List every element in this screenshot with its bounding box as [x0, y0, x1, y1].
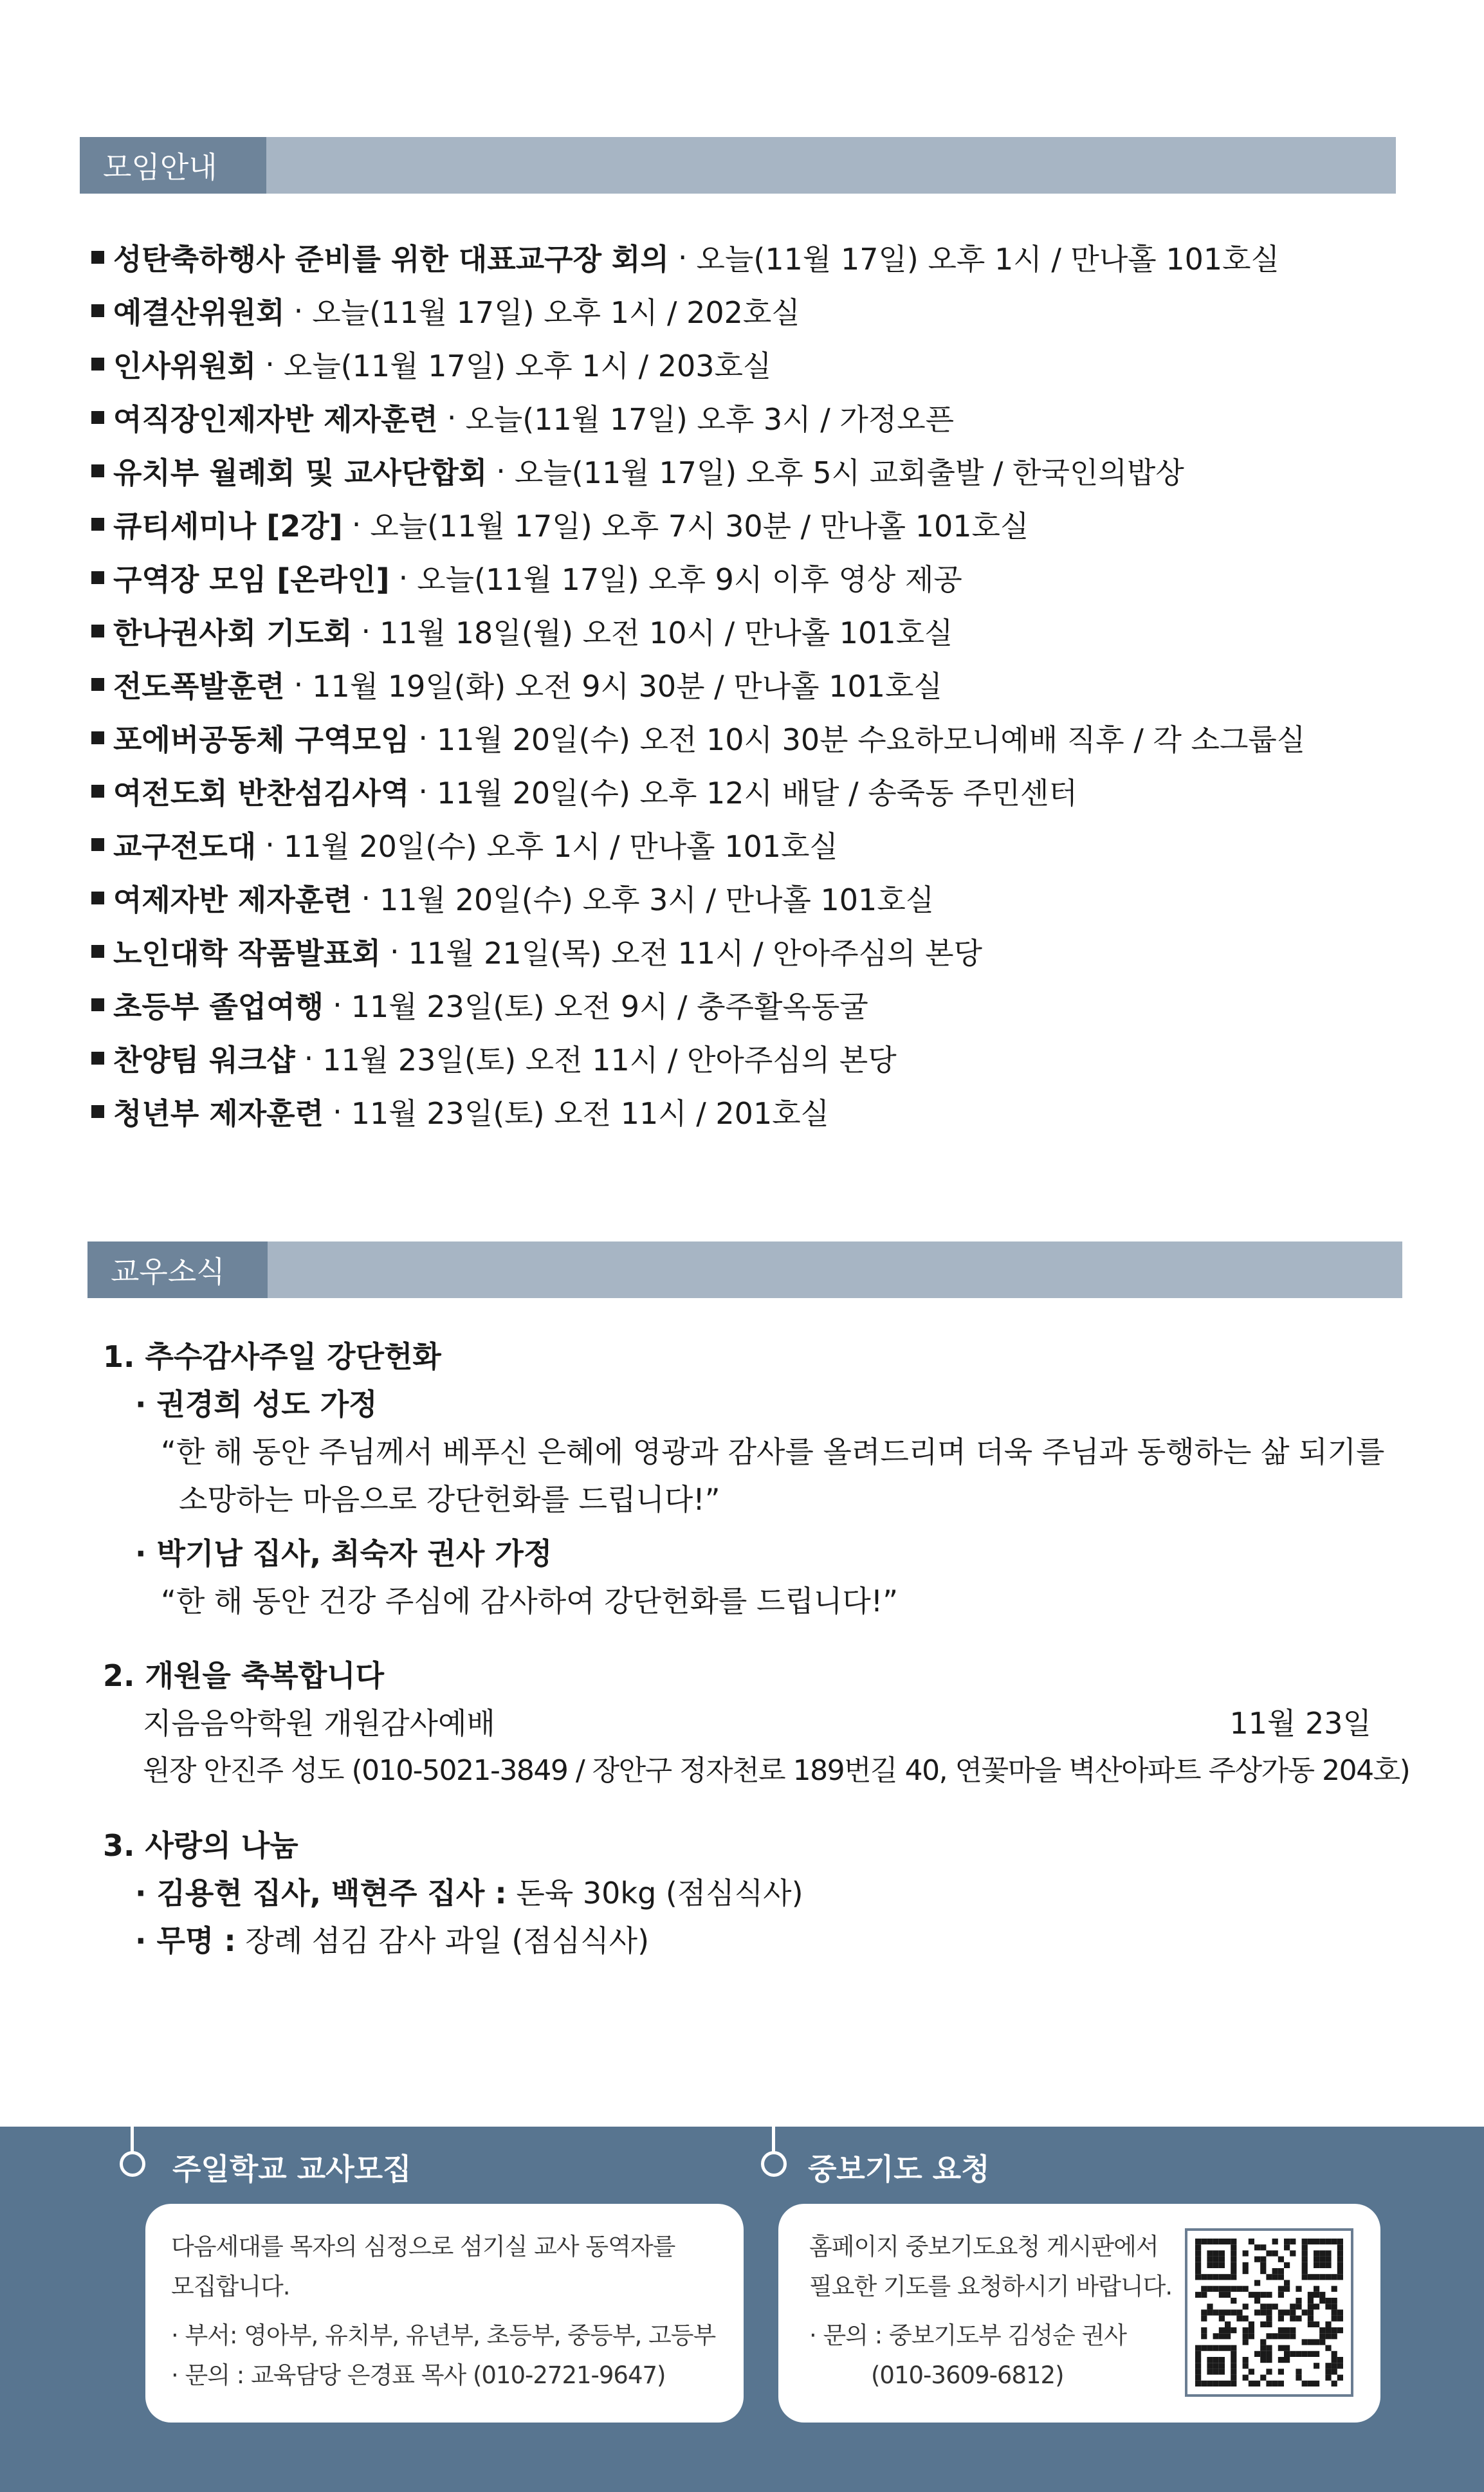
meeting-detail: 11월 20일(수) 오전 10시 30분 수요하모니예배 직후 / 각 소그룹실	[437, 722, 1306, 757]
meeting-separator: ·	[333, 987, 342, 1022]
meeting-item	[91, 1085, 1442, 1138]
footer-panel	[0, 2127, 1484, 2492]
meeting-name: 성탄축하행사 준비를 위한 대표교구장 회의	[113, 241, 669, 277]
prayer-request-title: 중보기도 요청	[808, 2152, 990, 2186]
news-section-header	[87, 1241, 1402, 1298]
meeting-item	[91, 978, 1442, 1031]
teacher-recruit-card	[145, 2204, 744, 2423]
meeting-item	[91, 497, 1442, 551]
prayer-line-2: 필요한 기도를 요청하시기 바랍니다.	[809, 2273, 1173, 2300]
meeting-item	[91, 390, 1442, 444]
meeting-name: 전도폭발훈련	[113, 668, 285, 704]
meeting-item	[91, 711, 1442, 764]
news-gift-2: 장례 섬김 감사 과일 (점심식사)	[245, 1923, 650, 1958]
news-donor-2: · 무명 :	[135, 1923, 236, 1958]
meeting-separator: ·	[418, 720, 428, 755]
news-event-date: 11월 23일	[1229, 1706, 1371, 1741]
news-family-2: · 박기남 집사, 최숙자 권사 가정	[135, 1536, 553, 1571]
bullet-square-icon	[91, 998, 104, 1011]
meeting-name: 찬양팀 워크샵	[113, 1042, 295, 1077]
meeting-detail: 오늘(11월 17일) 오후 1시 / 202호실	[312, 295, 800, 330]
meeting-name: 포에버공동체 구역모임	[113, 722, 410, 757]
news-heading-2: 2. 개원을 축복합니다	[103, 1658, 384, 1693]
teacher-line-1: 다음세대를 목자의 심정으로 섬기실 교사 동역자를	[171, 2233, 675, 2260]
meeting-separator: ·	[496, 453, 506, 488]
teacher-contact: · 문의 : 교육담당 은경표 목사 (010-2721-9647)	[171, 2361, 666, 2389]
meeting-name: 교구전도대	[113, 829, 257, 864]
meeting-separator: ·	[389, 933, 399, 969]
meeting-separator: ·	[677, 239, 688, 275]
meeting-item	[91, 1031, 1442, 1085]
teacher-recruit-title: 주일학교 교사모집	[172, 2152, 412, 2186]
meeting-detail: 11월 20일(수) 오후 3시 / 만나홀 101호실	[380, 882, 935, 917]
bullet-square-icon	[91, 838, 104, 851]
bullet-square-icon	[91, 304, 104, 317]
meeting-separator: ·	[293, 666, 304, 702]
bullet-square-icon	[91, 785, 104, 798]
news-heading-3: 3. 사랑의 나눔	[103, 1828, 298, 1863]
prayer-line-1: 홈페이지 중보기도요청 게시판에서	[809, 2233, 1159, 2260]
meeting-detail: 오늘(11월 17일) 오후 9시 이후 영상 제공	[417, 562, 962, 597]
meetings-list	[91, 230, 1442, 1138]
meeting-detail: 오늘(11월 17일) 오후 7시 30분 / 만나홀 101호실	[370, 508, 1029, 544]
bullet-square-icon	[91, 625, 104, 637]
meeting-detail: 오늘(11월 17일) 오후 1시 / 만나홀 101호실	[696, 241, 1280, 277]
meeting-name: 청년부 제자훈련	[113, 1095, 324, 1131]
prayer-request-card	[778, 2204, 1380, 2423]
meeting-separator: ·	[265, 827, 275, 862]
meeting-separator: ·	[361, 880, 371, 915]
meetings-section-title: 모임안내	[80, 137, 266, 194]
news-event: 지음음악학원 개원감사예배	[143, 1706, 495, 1741]
bullet-square-icon	[91, 1105, 104, 1118]
meeting-item	[91, 230, 1442, 284]
prayer-contact: · 문의 : 중보기도부 김성순 권사	[809, 2322, 1126, 2349]
bullet-square-icon	[91, 678, 104, 691]
teacher-departments: · 부서: 영아부, 유치부, 유년부, 초등부, 중등부, 고등부	[171, 2322, 716, 2349]
meeting-item	[91, 444, 1442, 497]
news-family-1: · 권경희 성도 가정	[135, 1387, 378, 1422]
ring-stem-left	[131, 2127, 134, 2152]
bullet-square-icon	[91, 464, 104, 477]
qr-code-graphic	[1187, 2231, 1351, 2394]
meeting-item	[91, 924, 1442, 978]
bullet-square-icon	[91, 1052, 104, 1065]
meeting-name: 여전도회 반찬섬김사역	[113, 775, 410, 811]
meeting-name: 노인대학 작품발표회	[113, 935, 381, 971]
meeting-name: 인사위원회	[113, 348, 257, 383]
meeting-item	[91, 337, 1442, 390]
circle-icon	[761, 2151, 787, 2177]
teacher-line-2: 모집합니다.	[171, 2273, 290, 2300]
bullet-square-icon	[91, 411, 104, 424]
bullet-square-icon	[91, 251, 104, 264]
news-donor-1: · 김용현 집사, 백현주 집사 :	[135, 1876, 507, 1910]
meeting-detail: 11월 20일(수) 오후 12시 배달 / 송죽동 주민센터	[437, 775, 1077, 811]
meeting-name: 큐티세미나 [2강]	[113, 508, 343, 544]
meeting-item	[91, 657, 1442, 711]
bullet-square-icon	[91, 731, 104, 744]
meeting-separator: ·	[293, 293, 304, 328]
meeting-name: 한나권사회 기도회	[113, 615, 353, 650]
meeting-separator: ·	[361, 613, 371, 648]
meeting-separator: ·	[418, 773, 428, 809]
meeting-separator: ·	[446, 399, 457, 435]
meeting-name: 여직장인제자반 제자훈련	[113, 401, 438, 437]
circle-icon	[120, 2151, 145, 2177]
meeting-detail: 11월 20일(수) 오후 1시 / 만나홀 101호실	[283, 829, 838, 864]
meeting-detail: 11월 23일(토) 오전 11시 / 안아주심의 본당	[322, 1042, 897, 1077]
meeting-item	[91, 818, 1442, 871]
meetings-section-header	[80, 137, 1396, 194]
meeting-item	[91, 551, 1442, 604]
meeting-separator: ·	[304, 1040, 314, 1076]
meeting-item	[91, 604, 1442, 657]
meeting-detail: 11월 19일(화) 오전 9시 30분 / 만나홀 101호실	[312, 668, 942, 704]
meeting-name: 유치부 월례회 및 교사단합회	[113, 455, 488, 490]
meeting-name: 여제자반 제자훈련	[113, 882, 353, 917]
news-event-info: 원장 안진주 성도 (010-5021-3849 / 장안구 정자천로 189번길 40, 연꽃마을 벽산아파트 주상가동 204호)	[143, 1754, 1410, 1787]
meeting-detail: 오늘(11월 17일) 오후 1시 / 203호실	[283, 348, 772, 383]
news-heading-1: 1. 추수감사주일 강단헌화	[103, 1339, 441, 1374]
bullet-square-icon	[91, 945, 104, 958]
meeting-separator: ·	[265, 346, 275, 381]
news-gift-1: 돈육 30kg (점심식사)	[516, 1876, 803, 1910]
meeting-detail: 오늘(11월 17일) 오후 5시 교회출발 / 한국인의밥상	[514, 455, 1184, 490]
meeting-detail: 오늘(11월 17일) 오후 3시 / 가정오픈	[465, 401, 955, 437]
news-section-title: 교우소식	[87, 1241, 268, 1298]
bullet-square-icon	[91, 571, 104, 584]
meeting-separator: ·	[398, 560, 408, 595]
meeting-item	[91, 284, 1442, 337]
meeting-name: 초등부 졸업여행	[113, 989, 324, 1024]
meeting-detail: 11월 23일(토) 오전 11시 / 201호실	[351, 1095, 830, 1131]
meeting-detail: 11월 23일(토) 오전 9시 / 충주활옥동굴	[351, 989, 868, 1024]
meeting-detail: 11월 18일(월) 오전 10시 / 만나홀 101호실	[380, 615, 953, 650]
meeting-separator: ·	[351, 506, 362, 542]
meeting-item	[91, 871, 1442, 924]
news-quote-2: “한 해 동안 건강 주심에 감사하여 강단헌화를 드립니다!”	[161, 1584, 899, 1618]
news-quote-1b: 소망하는 마음으로 강단헌화를 드립니다!”	[179, 1482, 720, 1517]
meeting-separator: ·	[333, 1094, 342, 1129]
meeting-name: 예결산위원회	[113, 295, 285, 330]
news-list	[103, 1333, 1415, 1965]
bullet-square-icon	[91, 892, 104, 904]
bullet-square-icon	[91, 358, 104, 371]
meeting-detail: 11월 21일(목) 오전 11시 / 안아주심의 본당	[408, 935, 982, 971]
ring-stem-right	[772, 2127, 775, 2152]
bullet-square-icon	[91, 518, 104, 531]
meeting-name: 구역장 모임 [온라인]	[113, 562, 390, 597]
news-quote-1a: “한 해 동안 주님께서 베푸신 은혜에 영광과 감사를 올려드리며 더욱 주님과 동행하는 삶 되기를	[161, 1434, 1385, 1469]
prayer-phone: (010-3609-6812)	[871, 2361, 1064, 2389]
meeting-item	[91, 764, 1442, 818]
qr-code-icon[interactable]	[1185, 2228, 1353, 2397]
